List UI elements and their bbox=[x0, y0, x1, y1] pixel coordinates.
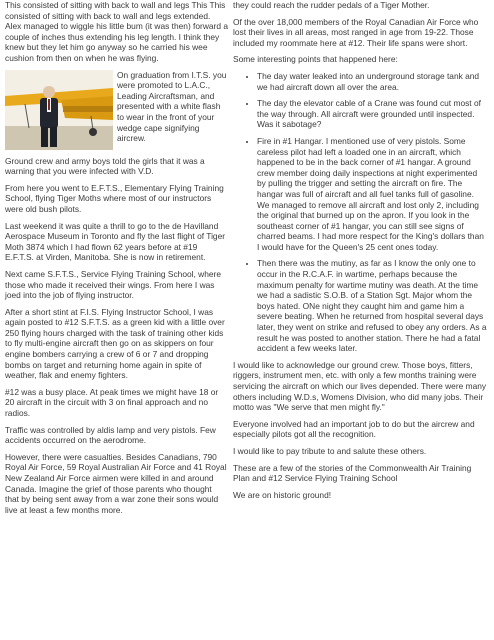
bullet-item: • The day water leaked into an underground storage tank and we had aircraft down all over the area. bbox=[257, 71, 487, 92]
paragraph: From here you went to E.F.T.S., Elementary Flying Training School, flying Tiger Moths where most of our instructors were old bush pilots. bbox=[5, 182, 224, 214]
bullet-list bbox=[233, 71, 487, 354]
paragraph: I would like to pay tribute to and salute these others. bbox=[233, 445, 427, 456]
photo-block bbox=[5, 70, 228, 152]
paragraph: Last weekend it was quite a thrill to go to the de Havilland Aerospace Museum in Toronto and fly the last flight of Tiger Moth 3874 which I had flown 62 years before at #19 E.F.T.S. at Virden, Manitoba. She is now in retirement. bbox=[5, 220, 226, 263]
left-column bbox=[5, 0, 228, 521]
bullet-item: • Fire in #1 Hangar. I mentioned use of very pistols. Some careless pilot had left a loaded one in an aircraft, which happened to be in the back corner of #1 hangar. A ground crew member doing daily inspections at night experimented by pulling the trigger and setting the aircraft on fire. The hangar was full of aircraft and all fuel tanks full of gasoline. We managed to remove all aircraft and lost only 2, including the original that burned up on the apron. If you look in the southeast corner of #1 hangar, you can still see signs of charred beams. I had more respect for the King's dollars than I would have for the Queen's 25 cent ones today. bbox=[257, 136, 487, 253]
paragraph: Ground crew and army boys told the girls that it was a warning that you were infected with V.D. bbox=[5, 155, 205, 177]
paragraph: they could reach the rudder pedals of a Tiger Mother. bbox=[233, 0, 430, 10]
paragraph: Of the over 18,000 members of the Royal Canadian Air Force who lost their lives in all areas, most ranged in age from 19-22. Those included my roommate here at #12. Their life spans were short. bbox=[233, 16, 479, 48]
bullet-item: • The day the elevator cable of a Crane was found cut most of the way through. All aircraft were grounded until inspected. Was it sabotage? bbox=[257, 98, 487, 130]
paragraph: We are on historic ground! bbox=[233, 489, 332, 500]
paragraph: However, there were casualties. Besides Canadians, 790 Royal Air Force, 59 Royal Australian Air Force and 41 Royal New Zealand Air Force airmen were killed in and around Canada. Imagine the grief of those parents who thought that by being sent away from a war zone their sons would live at least a few months more. bbox=[5, 451, 227, 515]
paragraph: Everyone involved had an important job to do but the aircrew and especially pilots got all the recognition. bbox=[233, 418, 475, 440]
photo-man-with-aircraft bbox=[5, 70, 113, 150]
aircraft-photo-image bbox=[5, 70, 113, 150]
bullet-item: • Then there was the mutiny, as far as I know the only one to occur in the R.C.A.F. in wartime, perhaps because the maximum penalty for wartime mutiny was death. At the time we had a sadistic S.O.B. of a Station Sgt. Major whom the boys hated. ONe night they caught him and game him a severe beating. When he returned from hospital several days later, they went on strike and refused to obey any orders. As a result he was posted to another station. There he had a fatal accident a few weeks later. bbox=[257, 258, 487, 353]
photo-caption: On graduation from I.T.S. you were promoted to L.A.C., Leading Aircraftsman, and presented with a white flash to wear in the front of your wedge cape signifying aircrew. bbox=[117, 69, 227, 144]
right-column bbox=[233, 0, 487, 506]
paragraph: Next came S.F.T.S., Service Flying Training School, where those who made it received their wings. From here I was joed into the job of flying instructor. bbox=[5, 268, 221, 301]
paragraph: #12 was a busy place. At peak times we might have 18 or 20 aircraft in the circuit with 3 on final approach and no radios. bbox=[5, 386, 219, 419]
paragraph: This consisted of sitting with back to wall and legs This This consisted of sitting with back to wall and legs extended. Alex managed to wiggle his little bum (it was then) forward a couple of inches thus extending his leg length. I think they knew but they let him go anyway so he carried his wee cushion from then on when he was flying. bbox=[5, 0, 228, 63]
paragraph: These are a few of the stories of the Commonwealth Air Training Plan and #12 Service Flying Training School bbox=[233, 462, 472, 484]
paragraph: Traffic was controlled by aldis lamp and very pistols. Few accidents occurred on the aerodrome. bbox=[5, 424, 216, 446]
paragraph: I would like to acknowledge our ground crew. Those boys, fitters, riggers, instrument men, etc. with only a few months training were servicing the aircraft on which our lives depended. There were many others including W.D.s, Womens Division, who did many jobs. Their motto was "We serve that men might fly." bbox=[233, 359, 487, 413]
paragraph: After a short stint at F.I.S. Flying Instructor School, I was again posted to #12 S.F.T.S. as a green kid with a little over 250 flying hours charged with the task of training other kids to fly multi-engine aircraft then go on as skippers on four engine bombers carrying a crew of 6 or 7 and dropping bombs on target and returning home again in spite of weather, flak and enemy fighters. bbox=[5, 306, 225, 381]
paragraph: Some interesting points that happened here: bbox=[233, 54, 398, 65]
